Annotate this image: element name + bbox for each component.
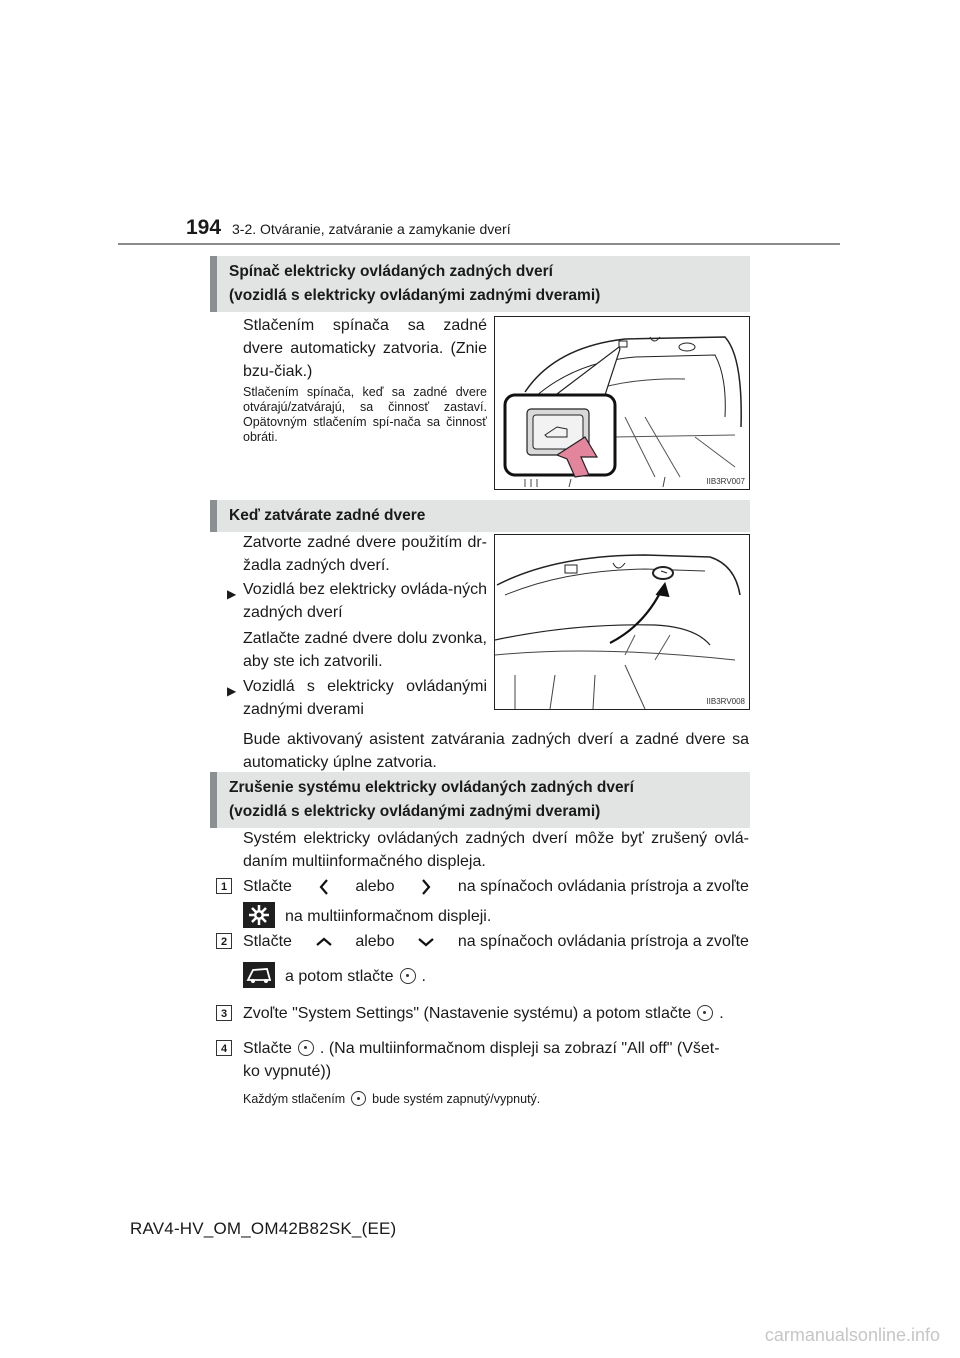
switch-description: Stlačením spínača sa zadné dvere automaticky zatvoria. (Znie bzu-čiak.) [243, 317, 487, 380]
bullet-without-power-door [227, 578, 487, 624]
toggle-note [243, 1091, 749, 1107]
step-2-then: a potom stlačte [285, 968, 394, 985]
step-2-select: na spínačoch ovládania prístroja a zvoľte [457, 933, 749, 950]
chevron-up-icon [316, 937, 332, 947]
step-1-display: na multiinformačnom displeji. [285, 908, 492, 925]
chevron-down-icon [418, 937, 434, 947]
manual-code: RAV4-HV_OM_OM42B82SK_(EE) [130, 1219, 397, 1238]
bullet-text: Vozidlá bez elektricky ovláda-ných zadných dverí [243, 581, 487, 621]
triangle-bullet-icon: ▶ [227, 587, 237, 601]
header-rule [118, 243, 840, 245]
step-3-text [243, 1002, 749, 1025]
figure-code-2: IIB3RV008 [706, 697, 745, 706]
figure-tailgate-switch [494, 316, 750, 490]
bullet-with-power-door [227, 675, 487, 721]
chevron-left-icon [319, 879, 329, 895]
section-heading-power-door-switch [210, 256, 750, 312]
heading-line-2: (vozidlá s elektricky ovládanými zadnými dverami) [229, 803, 601, 820]
figure-tailgate-handle [494, 534, 750, 710]
step-4-continued: ko vypnuté)) [243, 1063, 332, 1080]
step-number-4: 4 [216, 1040, 232, 1056]
heading-line-2: (vozidlá s elektricky ovládanými zadnými dverami) [229, 287, 601, 304]
heading-line-1: Spínač elektricky ovládaných zadných dverí [229, 263, 553, 280]
step-number-3: 3 [216, 1005, 232, 1021]
ok-button-icon [697, 1005, 713, 1021]
settings-gear-icon [243, 902, 275, 928]
triangle-bullet-icon: ▶ [227, 684, 237, 698]
closing-instruction: Zatvorte zadné dvere použitím dr-žadla zadných dverí. [243, 534, 487, 574]
push-down-instruction: Zatlačte zadné dvere dolu zvonka, aby ste ich zatvorili. [243, 630, 487, 670]
ok-button-icon [298, 1040, 314, 1056]
step-3-end: . [719, 1005, 724, 1022]
ok-button-icon [351, 1091, 366, 1106]
chapter-title: 3-2. Otváranie, zatváranie a zamykanie dverí [232, 221, 511, 237]
ok-button-icon [400, 968, 416, 984]
chevron-right-icon [421, 879, 431, 895]
cancel-intro: Systém elektricky ovládaných zadných dverí môže byť zrušený ovlá-daním multiinformačného displeja. [243, 830, 749, 870]
step-1-press: Stlačte [243, 878, 292, 895]
step-2-end: . [421, 968, 426, 985]
step-2-press: Stlačte [243, 933, 292, 950]
heading-line-1: Zrušenie systému elektricky ovládaných zadných dverí [229, 779, 634, 796]
step-2-or: alebo [355, 933, 395, 950]
bullet-text: Vozidlá s elektricky ovládanými zadnými dverami [243, 678, 487, 718]
step-4-text [243, 1037, 749, 1083]
step-4-display: . (Na multiinformačnom displeji sa zobrazí "All off" (Všet- [319, 1040, 720, 1057]
tailgate-handle-illustration [495, 535, 749, 709]
switch-note: Stlačením spínača, keď sa zadné dvere otvárajú/zatvárajú, sa činnosť zastaví. Opätovným stlačením spí-nača sa činnosť obráti. [243, 385, 487, 444]
toggle-note-a: Každým stlačením [243, 1092, 346, 1106]
figure-code-1: IIB3RV007 [706, 477, 745, 486]
step-4-press: Stlačte [243, 1040, 292, 1057]
step-1-or: alebo [355, 878, 395, 895]
section-heading-closing-door [210, 500, 750, 532]
toggle-note-b: bude systém zapnutý/vypnutý. [372, 1092, 541, 1106]
vehicle-settings-icon [243, 962, 275, 988]
step-1-select: na spínačoch ovládania prístroja a zvoľte [457, 878, 749, 895]
step-number-2: 2 [216, 933, 232, 949]
section-heading-cancel-system [210, 772, 750, 828]
step-1-text [243, 875, 749, 928]
tailgate-switch-illustration [495, 317, 749, 489]
page-number: 194 [186, 216, 222, 239]
step-2-text [243, 930, 749, 988]
step-number-1: 1 [216, 878, 232, 894]
heading-text: Keď zatvárate zadné dvere [229, 507, 426, 524]
assist-closing-text: Bude aktivovaný asistent zatvárania zadných dverí a zadné dvere sa automaticky úplne zatvoria. [243, 731, 749, 771]
step-3-select: Zvoľte "System Settings" (Nastavenie systému) a potom stlačte [243, 1005, 692, 1022]
watermark: carmanualsonline.info [764, 1325, 940, 1345]
